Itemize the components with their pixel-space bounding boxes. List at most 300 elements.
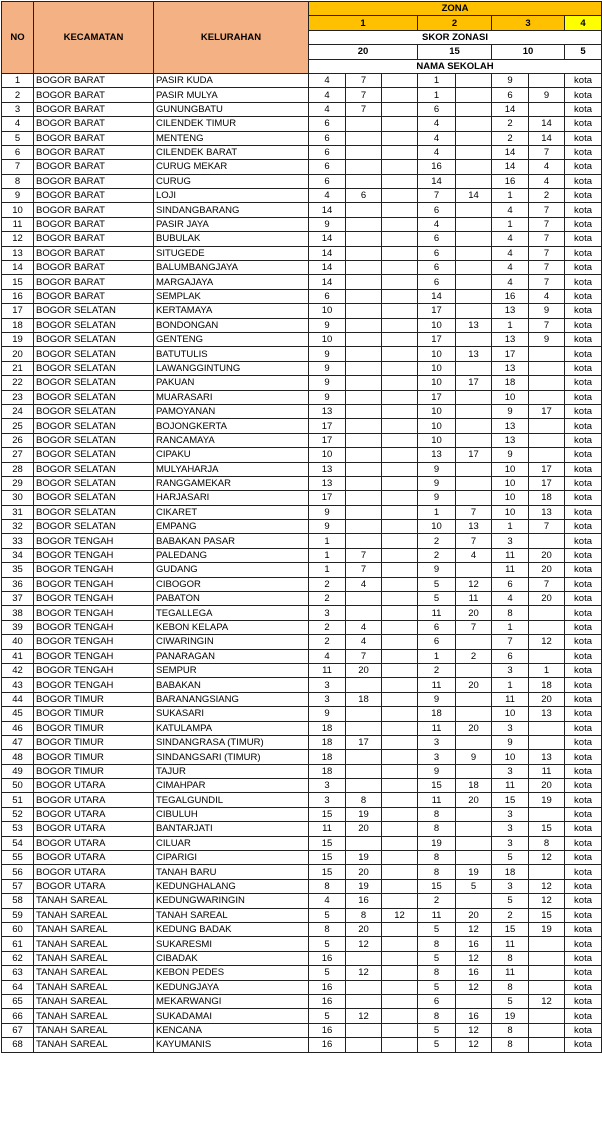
cell-zone2-b: 13 xyxy=(456,318,492,332)
cell-zone1-c xyxy=(382,894,418,908)
cell-zone1-c xyxy=(382,174,418,188)
cell-zone1-a: 16 xyxy=(309,994,346,1008)
cell-zone3-a: 1 xyxy=(492,620,529,634)
cell-kecamatan: BOGOR SELATAN xyxy=(34,448,154,462)
cell-zone4: kota xyxy=(565,448,602,462)
cell-zone3-b: 15 xyxy=(529,822,565,836)
cell-zone3-a: 9 xyxy=(492,73,529,87)
cell-zone3-b xyxy=(529,73,565,87)
cell-kecamatan: BOGOR BARAT xyxy=(34,189,154,203)
cell-kecamatan: BOGOR BARAT xyxy=(34,88,154,102)
cell-kelurahan: BATUTULIS xyxy=(154,347,309,361)
cell-kelurahan: KAYUMANIS xyxy=(154,1038,309,1052)
cell-kelurahan: TANAH SAREAL xyxy=(154,908,309,922)
cell-kelurahan: CILUAR xyxy=(154,836,309,850)
cell-kelurahan: TAJUR xyxy=(154,764,309,778)
cell-kecamatan: BOGOR SELATAN xyxy=(34,304,154,318)
cell-zone3-b: 12 xyxy=(529,851,565,865)
cell-kelurahan: CILENDEK TIMUR xyxy=(154,117,309,131)
cell-no: 52 xyxy=(2,807,34,821)
table-row xyxy=(2,419,602,433)
cell-zone1-c xyxy=(382,1023,418,1037)
table-row xyxy=(2,937,602,951)
cell-no: 12 xyxy=(2,232,34,246)
cell-zone2-b: 16 xyxy=(456,937,492,951)
cell-no: 56 xyxy=(2,865,34,879)
cell-kecamatan: BOGOR TIMUR xyxy=(34,707,154,721)
cell-zone1-a: 6 xyxy=(309,131,346,145)
cell-zone1-a: 16 xyxy=(309,980,346,994)
cell-no: 27 xyxy=(2,448,34,462)
cell-zone3-b: 7 xyxy=(529,232,565,246)
cell-kelurahan: BUBULAK xyxy=(154,232,309,246)
cell-zone1-c xyxy=(382,721,418,735)
cell-zone2-a: 2 xyxy=(418,663,456,677)
cell-zone1-c xyxy=(382,735,418,749)
table-row xyxy=(2,289,602,303)
cell-zone1-b: 7 xyxy=(346,73,382,87)
cell-kecamatan: BOGOR UTARA xyxy=(34,865,154,879)
cell-zone3-b: 12 xyxy=(529,635,565,649)
cell-zone4: kota xyxy=(565,1038,602,1052)
cell-zone1-b: 8 xyxy=(346,793,382,807)
cell-kecamatan: BOGOR BARAT xyxy=(34,246,154,260)
cell-zone1-c xyxy=(382,620,418,634)
cell-zone3-a: 4 xyxy=(492,261,529,275)
cell-zone1-c xyxy=(382,606,418,620)
cell-zone4: kota xyxy=(565,145,602,159)
cell-zone2-a: 10 xyxy=(418,520,456,534)
cell-zone2-a: 17 xyxy=(418,304,456,318)
cell-zone1-b xyxy=(346,419,382,433)
cell-zone1-a: 13 xyxy=(309,476,346,490)
cell-zone4: kota xyxy=(565,174,602,188)
cell-zone1-c xyxy=(382,951,418,965)
cell-no: 38 xyxy=(2,606,34,620)
cell-zone1-b xyxy=(346,448,382,462)
cell-zone1-c xyxy=(382,707,418,721)
cell-kelurahan: SINDANGBARANG xyxy=(154,203,309,217)
cell-zone2-a: 11 xyxy=(418,908,456,922)
cell-zone4: kota xyxy=(565,117,602,131)
cell-kecamatan: TANAH SAREAL xyxy=(34,937,154,951)
cell-kelurahan: CIMAHPAR xyxy=(154,779,309,793)
cell-zone3-b: 18 xyxy=(529,678,565,692)
cell-zone2-a: 6 xyxy=(418,635,456,649)
cell-zone2-a: 5 xyxy=(418,951,456,965)
cell-zone1-a: 9 xyxy=(309,520,346,534)
cell-zone1-c xyxy=(382,419,418,433)
cell-zone3-b xyxy=(529,721,565,735)
cell-kecamatan: BOGOR BARAT xyxy=(34,203,154,217)
cell-kecamatan: BOGOR SELATAN xyxy=(34,462,154,476)
cell-zone3-a: 8 xyxy=(492,951,529,965)
cell-kelurahan: BANTARJATI xyxy=(154,822,309,836)
cell-zone2-a: 3 xyxy=(418,750,456,764)
cell-zone3-b: 9 xyxy=(529,88,565,102)
cell-zone3-a: 10 xyxy=(492,390,529,404)
cell-zone1-a: 1 xyxy=(309,548,346,562)
cell-kecamatan: BOGOR TENGAH xyxy=(34,563,154,577)
cell-zone3-a: 1 xyxy=(492,217,529,231)
cell-zone1-b xyxy=(346,779,382,793)
cell-no: 7 xyxy=(2,160,34,174)
cell-zone2-b: 7 xyxy=(456,505,492,519)
cell-zone2-b: 12 xyxy=(456,980,492,994)
cell-zone2-b: 17 xyxy=(456,376,492,390)
cell-zone3-a: 11 xyxy=(492,563,529,577)
cell-zone1-b xyxy=(346,462,382,476)
cell-zone1-a: 4 xyxy=(309,88,346,102)
cell-zone2-a: 9 xyxy=(418,462,456,476)
cell-zone1-c xyxy=(382,246,418,260)
cell-kecamatan: TANAH SAREAL xyxy=(34,951,154,965)
cell-zone3-b: 7 xyxy=(529,261,565,275)
cell-zone2-b: 13 xyxy=(456,347,492,361)
cell-zone2-b xyxy=(456,332,492,346)
cell-zone1-a: 10 xyxy=(309,332,346,346)
cell-zone2-a: 10 xyxy=(418,318,456,332)
cell-zone3-a: 15 xyxy=(492,923,529,937)
cell-zone3-a: 11 xyxy=(492,692,529,706)
cell-zone2-b xyxy=(456,304,492,318)
cell-zone3-a: 1 xyxy=(492,678,529,692)
cell-zone3-a: 9 xyxy=(492,735,529,749)
cell-zone3-b: 12 xyxy=(529,879,565,893)
cell-zone2-a: 7 xyxy=(418,189,456,203)
cell-zone3-a: 13 xyxy=(492,433,529,447)
cell-kelurahan: CIKARET xyxy=(154,505,309,519)
cell-zone3-a: 2 xyxy=(492,131,529,145)
cell-zone1-c xyxy=(382,88,418,102)
cell-kecamatan: BOGOR TENGAH xyxy=(34,606,154,620)
cell-kecamatan: BOGOR SELATAN xyxy=(34,419,154,433)
cell-zone1-a: 17 xyxy=(309,433,346,447)
cell-no: 37 xyxy=(2,592,34,606)
cell-zone1-c xyxy=(382,937,418,951)
cell-zone2-a: 10 xyxy=(418,347,456,361)
cell-kecamatan: BOGOR TIMUR xyxy=(34,721,154,735)
cell-kelurahan: CURUG MEKAR xyxy=(154,160,309,174)
cell-kelurahan: KEDUNG BADAK xyxy=(154,923,309,937)
cell-zone2-a: 8 xyxy=(418,851,456,865)
cell-zone4: kota xyxy=(565,131,602,145)
cell-kecamatan: BOGOR BARAT xyxy=(34,117,154,131)
cell-zone1-a: 3 xyxy=(309,793,346,807)
cell-zone1-a: 4 xyxy=(309,894,346,908)
cell-kelurahan: LAWANGGINTUNG xyxy=(154,361,309,375)
cell-zone1-a: 13 xyxy=(309,462,346,476)
cell-zone1-c xyxy=(382,491,418,505)
cell-zone3-b: 20 xyxy=(529,779,565,793)
cell-zone2-b: 20 xyxy=(456,908,492,922)
cell-zone3-a: 15 xyxy=(492,793,529,807)
cell-zone1-a: 14 xyxy=(309,275,346,289)
cell-zone3-b xyxy=(529,606,565,620)
cell-zone1-b xyxy=(346,145,382,159)
cell-zone2-a: 8 xyxy=(418,937,456,951)
cell-zone3-b: 4 xyxy=(529,289,565,303)
cell-zone1-c xyxy=(382,592,418,606)
cell-zone3-b: 19 xyxy=(529,793,565,807)
cell-zone1-a: 4 xyxy=(309,102,346,116)
cell-zone1-a: 17 xyxy=(309,419,346,433)
cell-zone1-a: 2 xyxy=(309,592,346,606)
cell-zone2-b: 7 xyxy=(456,620,492,634)
cell-zone2-b xyxy=(456,246,492,260)
cell-zone2-b: 14 xyxy=(456,189,492,203)
cell-no: 43 xyxy=(2,678,34,692)
cell-zone1-b xyxy=(346,721,382,735)
cell-zone2-a: 2 xyxy=(418,548,456,562)
cell-no: 2 xyxy=(2,88,34,102)
cell-zone1-a: 13 xyxy=(309,404,346,418)
table-row xyxy=(2,448,602,462)
cell-no: 44 xyxy=(2,692,34,706)
header-zone-1: 1 xyxy=(309,16,418,30)
cell-zone1-c xyxy=(382,1009,418,1023)
cell-zone2-b xyxy=(456,174,492,188)
cell-zone1-b: 7 xyxy=(346,88,382,102)
cell-kelurahan: SEMPUR xyxy=(154,663,309,677)
cell-zone1-c xyxy=(382,764,418,778)
cell-zone1-b: 12 xyxy=(346,966,382,980)
cell-zone2-a: 9 xyxy=(418,491,456,505)
cell-zone2-b: 20 xyxy=(456,721,492,735)
table-row xyxy=(2,491,602,505)
cell-no: 64 xyxy=(2,980,34,994)
cell-zone1-a: 6 xyxy=(309,145,346,159)
cell-no: 13 xyxy=(2,246,34,260)
cell-zone2-a: 8 xyxy=(418,822,456,836)
cell-zone3-b xyxy=(529,865,565,879)
cell-zone3-a: 10 xyxy=(492,750,529,764)
cell-zone2-b xyxy=(456,404,492,418)
cell-kelurahan: CURUG xyxy=(154,174,309,188)
cell-zone4: kota xyxy=(565,289,602,303)
cell-kecamatan: BOGOR TIMUR xyxy=(34,764,154,778)
table-row xyxy=(2,994,602,1008)
cell-no: 60 xyxy=(2,923,34,937)
cell-no: 20 xyxy=(2,347,34,361)
cell-zone1-b xyxy=(346,980,382,994)
cell-kelurahan: SUKASARI xyxy=(154,707,309,721)
table-row xyxy=(2,174,602,188)
cell-zone3-b: 17 xyxy=(529,476,565,490)
cell-no: 34 xyxy=(2,548,34,562)
cell-zone1-b xyxy=(346,318,382,332)
cell-kecamatan: TANAH SAREAL xyxy=(34,980,154,994)
cell-zone2-b xyxy=(456,663,492,677)
cell-kelurahan: CIWARINGIN xyxy=(154,635,309,649)
cell-zone1-c xyxy=(382,807,418,821)
cell-zone1-a: 17 xyxy=(309,491,346,505)
cell-zone1-a: 18 xyxy=(309,735,346,749)
cell-zone1-a: 3 xyxy=(309,692,346,706)
cell-zone2-a: 11 xyxy=(418,678,456,692)
cell-no: 19 xyxy=(2,332,34,346)
cell-zone1-c xyxy=(382,117,418,131)
cell-zone1-b xyxy=(346,606,382,620)
cell-zone1-b xyxy=(346,347,382,361)
cell-zone2-b xyxy=(456,822,492,836)
cell-zone4: kota xyxy=(565,577,602,591)
cell-no: 51 xyxy=(2,793,34,807)
table-row xyxy=(2,145,602,159)
cell-kelurahan: BALUMBANGJAYA xyxy=(154,261,309,275)
cell-zone1-c xyxy=(382,318,418,332)
cell-zone1-c xyxy=(382,678,418,692)
table-row xyxy=(2,851,602,865)
cell-kelurahan: SUKARESMI xyxy=(154,937,309,951)
cell-zone1-b: 4 xyxy=(346,620,382,634)
cell-zone1-a: 11 xyxy=(309,663,346,677)
cell-kecamatan: BOGOR TENGAH xyxy=(34,592,154,606)
table-row xyxy=(2,563,602,577)
header-kelurahan: KELURAHAN xyxy=(154,2,309,74)
table-row xyxy=(2,606,602,620)
table-row xyxy=(2,189,602,203)
cell-zone4: kota xyxy=(565,189,602,203)
cell-no: 17 xyxy=(2,304,34,318)
cell-zone4: kota xyxy=(565,232,602,246)
cell-zone3-a: 5 xyxy=(492,851,529,865)
cell-kecamatan: BOGOR SELATAN xyxy=(34,404,154,418)
table-row xyxy=(2,1023,602,1037)
cell-zone2-b: 7 xyxy=(456,534,492,548)
cell-zone2-a: 11 xyxy=(418,793,456,807)
cell-zone3-a: 4 xyxy=(492,246,529,260)
cell-kelurahan: KATULAMPA xyxy=(154,721,309,735)
cell-zone4: kota xyxy=(565,246,602,260)
cell-zone2-b: 13 xyxy=(456,520,492,534)
cell-zone4: kota xyxy=(565,894,602,908)
cell-kecamatan: BOGOR UTARA xyxy=(34,807,154,821)
cell-zone4: kota xyxy=(565,275,602,289)
cell-zone2-b xyxy=(456,836,492,850)
cell-zone2-a: 5 xyxy=(418,1023,456,1037)
cell-zone1-c xyxy=(382,203,418,217)
cell-kecamatan: BOGOR SELATAN xyxy=(34,318,154,332)
cell-zone4: kota xyxy=(565,779,602,793)
cell-kecamatan: BOGOR BARAT xyxy=(34,102,154,116)
cell-zone2-a: 11 xyxy=(418,721,456,735)
cell-zone3-b xyxy=(529,937,565,951)
cell-zone3-b: 7 xyxy=(529,203,565,217)
cell-zone2-b xyxy=(456,635,492,649)
cell-zone2-b xyxy=(456,390,492,404)
table-row xyxy=(2,217,602,231)
cell-zone4: kota xyxy=(565,908,602,922)
cell-kecamatan: BOGOR BARAT xyxy=(34,275,154,289)
cell-zone3-a: 2 xyxy=(492,908,529,922)
zonasi-table xyxy=(1,1,602,1053)
cell-zone1-b: 19 xyxy=(346,807,382,821)
cell-zone2-b: 12 xyxy=(456,923,492,937)
cell-zone1-c xyxy=(382,663,418,677)
cell-kecamatan: BOGOR TENGAH xyxy=(34,663,154,677)
cell-zone3-b xyxy=(529,419,565,433)
cell-kelurahan: SUKADAMAI xyxy=(154,1009,309,1023)
cell-zone2-b xyxy=(456,491,492,505)
cell-no: 39 xyxy=(2,620,34,634)
cell-zone2-b: 20 xyxy=(456,678,492,692)
cell-zone1-a: 15 xyxy=(309,865,346,879)
table-row xyxy=(2,1009,602,1023)
cell-zone1-a: 5 xyxy=(309,937,346,951)
cell-zone1-a: 18 xyxy=(309,750,346,764)
cell-zone1-a: 15 xyxy=(309,836,346,850)
cell-zone4: kota xyxy=(565,649,602,663)
cell-kelurahan: EMPANG xyxy=(154,520,309,534)
cell-kecamatan: TANAH SAREAL xyxy=(34,923,154,937)
cell-no: 5 xyxy=(2,131,34,145)
cell-zone3-b: 14 xyxy=(529,117,565,131)
cell-kelurahan: SEMPLAK xyxy=(154,289,309,303)
cell-zone2-a: 10 xyxy=(418,376,456,390)
table-row xyxy=(2,232,602,246)
cell-zone1-c xyxy=(382,462,418,476)
cell-zone3-b: 12 xyxy=(529,894,565,908)
cell-zone3-b: 17 xyxy=(529,404,565,418)
cell-zone2-a: 1 xyxy=(418,649,456,663)
cell-kecamatan: BOGOR SELATAN xyxy=(34,361,154,375)
cell-zone2-b xyxy=(456,994,492,1008)
cell-no: 1 xyxy=(2,73,34,87)
cell-kecamatan: TANAH SAREAL xyxy=(34,966,154,980)
cell-zone2-a: 8 xyxy=(418,865,456,879)
cell-zone2-a: 8 xyxy=(418,807,456,821)
cell-zone2-b: 17 xyxy=(456,448,492,462)
cell-zone3-a: 10 xyxy=(492,505,529,519)
cell-kelurahan: BONDONGAN xyxy=(154,318,309,332)
cell-zone4: kota xyxy=(565,764,602,778)
cell-zone1-b xyxy=(346,505,382,519)
table-row xyxy=(2,764,602,778)
cell-zone2-b xyxy=(456,275,492,289)
cell-kelurahan: CIBADAK xyxy=(154,951,309,965)
cell-zone1-b xyxy=(346,1023,382,1037)
cell-zone1-a: 14 xyxy=(309,203,346,217)
cell-zone1-c xyxy=(382,692,418,706)
cell-zone1-b xyxy=(346,404,382,418)
cell-zone3-a: 7 xyxy=(492,635,529,649)
cell-no: 22 xyxy=(2,376,34,390)
cell-kelurahan: BABAKAN xyxy=(154,678,309,692)
cell-zone1-b: 20 xyxy=(346,822,382,836)
cell-zone1-c xyxy=(382,980,418,994)
cell-zone2-b: 12 xyxy=(456,951,492,965)
cell-no: 14 xyxy=(2,261,34,275)
cell-zone2-a: 8 xyxy=(418,966,456,980)
cell-kecamatan: BOGOR SELATAN xyxy=(34,332,154,346)
cell-zone4: kota xyxy=(565,548,602,562)
cell-no: 33 xyxy=(2,534,34,548)
cell-zone2-a: 10 xyxy=(418,404,456,418)
cell-kelurahan: KENCANA xyxy=(154,1023,309,1037)
cell-zone1-c xyxy=(382,577,418,591)
cell-zone3-b: 7 xyxy=(529,577,565,591)
cell-zone1-b xyxy=(346,376,382,390)
cell-zone1-b xyxy=(346,836,382,850)
cell-kelurahan: PANARAGAN xyxy=(154,649,309,663)
cell-no: 23 xyxy=(2,390,34,404)
cell-no: 24 xyxy=(2,404,34,418)
cell-zone1-a: 11 xyxy=(309,822,346,836)
cell-zone3-b xyxy=(529,1038,565,1052)
cell-kelurahan: BARANANGSIANG xyxy=(154,692,309,706)
cell-kecamatan: BOGOR TENGAH xyxy=(34,678,154,692)
